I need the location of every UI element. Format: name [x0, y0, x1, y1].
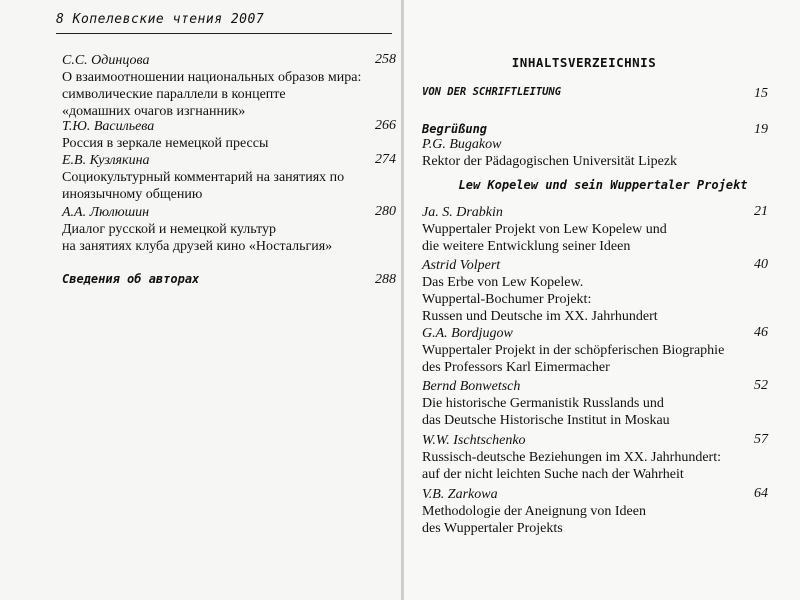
title-line: Социокультурный комментарий на занятиях по — [62, 170, 345, 185]
entry-author: Т.Ю. Васильева — [62, 119, 155, 134]
toc-entry[interactable] — [422, 257, 768, 325]
entry-page-number: 46 — [754, 325, 768, 340]
toc-entry[interactable] — [422, 432, 768, 483]
entry-page-number: 274 — [375, 152, 396, 167]
entry-page-number: 21 — [754, 204, 768, 219]
title-line: Russen und Deutsche im XX. Jahrhundert — [422, 309, 658, 324]
title-line: Wuppertaler Projekt in der schöpferischen Biographie — [422, 343, 725, 358]
entry-title — [422, 221, 762, 255]
entry-author: Ja. S. Drabkin — [422, 205, 503, 220]
title-line: Диалог русской и немецкой культур — [62, 222, 277, 237]
entry-title — [422, 449, 762, 483]
entry-author: С.С. Одинцова — [62, 53, 150, 68]
entry-author: P.G. Bugakow — [422, 137, 502, 152]
toc-entry[interactable] — [422, 486, 768, 537]
title-line: Die historische Germanistik Russlands und — [422, 396, 664, 411]
title-line: символические параллели в концепте — [62, 87, 286, 102]
title-line: das Deutsche Historische Institut in Moskau — [422, 413, 670, 428]
entry-author: G.A. Bordjugow — [422, 326, 513, 341]
header-rule — [56, 33, 392, 34]
title-line: Russisch-deutsche Beziehungen im XX. Jahrhundert: — [422, 450, 721, 465]
title-line: Wuppertaler Projekt von Lew Kopelew und — [422, 222, 667, 237]
running-header: 8 Копелевские чтения 2007 — [56, 12, 265, 27]
toc-entry[interactable] — [422, 204, 768, 255]
entry-page-number: 57 — [754, 432, 768, 447]
title-line: auf der nicht leichten Suche nach der Wahrheit — [422, 467, 684, 482]
entry-title — [422, 342, 762, 376]
entry-title — [422, 153, 762, 170]
title-line: Das Erbe von Lew Kopelew. — [422, 275, 584, 290]
entry-label: Сведения об авторах — [62, 272, 200, 286]
entry-title — [422, 274, 762, 325]
toc-entry-greeting[interactable] — [422, 122, 768, 170]
section-title: Lew Kopelew und sein Wuppertaler Projekt — [458, 178, 748, 192]
entry-page-number: 288 — [375, 272, 396, 287]
entry-page-number: 19 — [754, 122, 768, 137]
title-line: die weitere Entwicklung seiner Ideen — [422, 239, 631, 254]
toc-entry[interactable] — [62, 204, 396, 255]
entry-page-number: 258 — [375, 52, 396, 67]
entry-page-number: 52 — [754, 378, 768, 393]
title-line: des Wuppertaler Projekts — [422, 521, 563, 536]
title-line: Wuppertal-Bochumer Projekt: — [422, 292, 592, 307]
entry-label: VON DER SCHRIFTLEITUNG — [422, 86, 562, 98]
entry-title — [62, 69, 396, 120]
toc-entry[interactable] — [62, 118, 396, 152]
entry-author: W.W. Ischtschenko — [422, 433, 526, 448]
toc-entry[interactable] — [422, 325, 768, 376]
title-line: «домашних очагов изгнанник» — [62, 104, 246, 119]
toc-entry[interactable] — [422, 378, 768, 429]
toc-entry-editorial[interactable] — [422, 86, 768, 101]
entry-label: Begrüßung — [422, 122, 488, 136]
right-page — [404, 0, 800, 600]
entry-page-number: 15 — [754, 86, 768, 101]
title-line: иноязычному общению — [62, 187, 203, 202]
entry-author: Е.В. Кузлякина — [62, 153, 150, 168]
entry-author: Astrid Volpert — [422, 258, 501, 273]
entry-author: А.А. Люлюшин — [62, 205, 150, 220]
entry-title — [422, 503, 762, 537]
entry-page-number: 64 — [754, 486, 768, 501]
entry-page-number: 280 — [375, 204, 396, 219]
entry-author: V.B. Zarkowa — [422, 487, 498, 502]
toc-title: INHALTSVERZEICHNIS — [511, 55, 657, 70]
entry-title — [422, 395, 762, 429]
title-line: Methodologie der Aneignung von Ideen — [422, 504, 646, 519]
title-line: Россия в зеркале немецкой прессы — [62, 136, 269, 151]
title-line: О взаимоотношении национальных образов мира: — [62, 70, 362, 85]
toc-entry[interactable] — [62, 152, 396, 203]
toc-entry-authors-info[interactable] — [62, 272, 396, 286]
entry-page-number: 40 — [754, 257, 768, 272]
title-line: des Professors Karl Eimermacher — [422, 360, 610, 375]
entry-title — [62, 221, 396, 255]
toc-entry[interactable] — [62, 52, 396, 120]
entry-author: Bernd Bonwetsch — [422, 379, 521, 394]
entry-title — [62, 169, 396, 203]
entry-page-number: 266 — [375, 118, 396, 133]
title-line: на занятиях клуба друзей кино «Ностальгия» — [62, 239, 333, 254]
title-line: Rektor der Pädagogischen Universität Lipezk — [422, 154, 678, 169]
entry-title — [62, 135, 396, 152]
